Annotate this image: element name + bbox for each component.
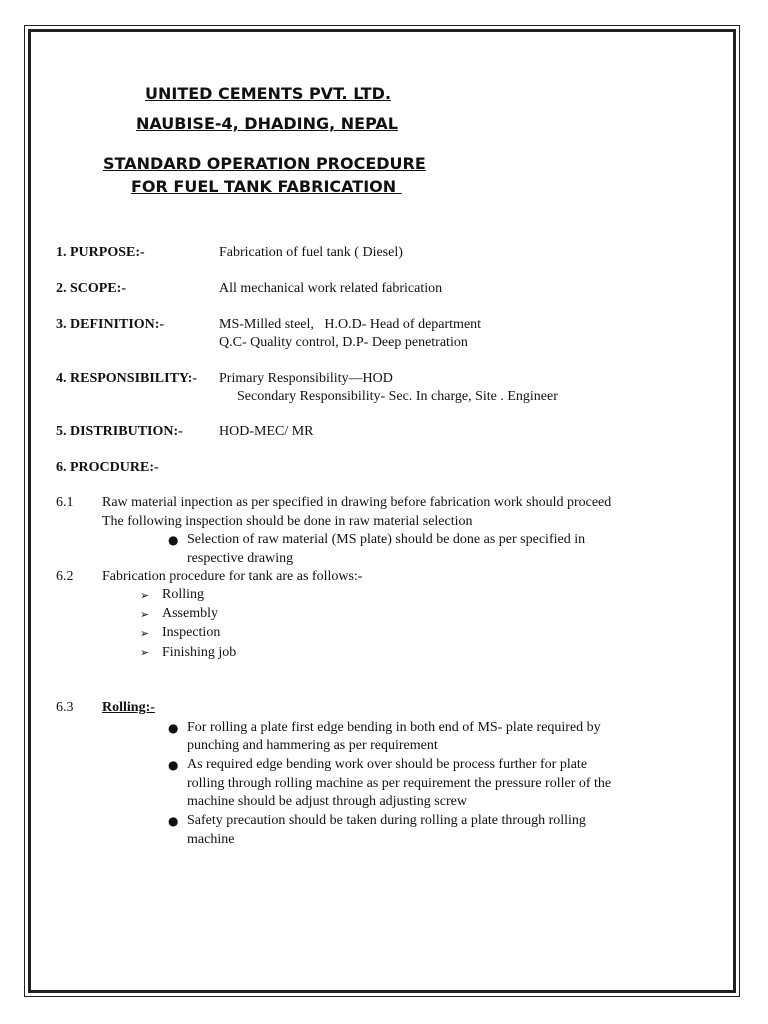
rolling-bullet2-line2: rolling through rolling machine as per requirement the pressure roller of the xyxy=(187,776,612,791)
rolling-bullet3-line1: Safety precaution should be taken during rolling a plate through rolling xyxy=(187,813,586,828)
step-number-6-1: 6.1 xyxy=(56,495,74,510)
distribution-text: HOD-MEC/ MR xyxy=(219,424,314,439)
arrow-bullet-icon: ➢ xyxy=(140,646,150,659)
responsibility-label: 4. RESPONSIBILITY:- xyxy=(56,371,198,386)
page-border-inner xyxy=(28,29,736,993)
arrow-bullet-icon: ➢ xyxy=(140,608,150,621)
document-title-line2: FOR FUEL TANK FABRICATION xyxy=(131,177,402,196)
list-item: Inspection xyxy=(162,625,221,640)
bullet-icon: ● xyxy=(168,758,179,772)
arrow-bullet-icon: ➢ xyxy=(140,627,150,640)
responsibility-line2: Secondary Responsibility- Sec. In charge, Site . Engineer xyxy=(237,389,558,404)
scope-text: All mechanical work related fabrication xyxy=(219,281,443,296)
bullet-icon: ● xyxy=(168,533,179,547)
procedure-label: 6. PROCDURE:- xyxy=(56,460,159,475)
step-number-6-2: 6.2 xyxy=(56,569,74,584)
step-6-2-line1: Fabrication procedure for tank are as follows:- xyxy=(102,569,363,584)
step-6-1-line1: Raw material inpection as per specified in drawing before fabrication work should proceed xyxy=(102,495,612,510)
rolling-heading: Rolling:- xyxy=(102,700,155,715)
rolling-bullet2-line3: machine should be adjust through adjusting screw xyxy=(187,794,467,809)
step-6-1-bullet-line1: Selection of raw material (MS plate) should be done as per specified in xyxy=(187,532,586,547)
definition-line2: Q.C- Quality control, D.P- Deep penetration xyxy=(219,335,468,350)
purpose-text: Fabrication of fuel tank ( Diesel) xyxy=(219,245,403,260)
company-name: UNITED CEMENTS PVT. LTD. xyxy=(145,84,392,103)
step-number-6-3: 6.3 xyxy=(56,700,74,715)
bullet-icon: ● xyxy=(168,814,179,828)
bullet-icon: ● xyxy=(168,721,179,735)
definition-label: 3. DEFINITION:- xyxy=(56,317,165,332)
rolling-bullet1-line1: For rolling a plate first edge bending in both end of MS- plate required by xyxy=(187,720,601,735)
document-title-line1: STANDARD OPERATION PROCEDURE xyxy=(103,154,426,173)
step-6-1-bullet-line2: respective drawing xyxy=(187,551,294,566)
step-6-1-line2: The following inspection should be done in raw material selection xyxy=(102,514,473,529)
definition-line1: MS-Milled steel, H.O.D- Head of department xyxy=(219,317,482,332)
rolling-bullet3-line2: machine xyxy=(187,832,235,847)
rolling-bullet1-line2: punching and hammering as per requirement xyxy=(187,738,438,753)
list-item: Finishing job xyxy=(162,645,237,660)
list-item: Rolling xyxy=(162,587,205,602)
responsibility-line1: Primary Responsibility—HOD xyxy=(219,371,393,386)
arrow-bullet-icon: ➢ xyxy=(140,589,150,602)
distribution-label: 5. DISTRIBUTION:- xyxy=(56,424,183,439)
scope-label: 2. SCOPE:- xyxy=(56,281,126,296)
purpose-label: 1. PURPOSE:- xyxy=(56,245,145,260)
company-address: NAUBISE-4, DHADING, NEPAL xyxy=(136,114,398,133)
list-item: Assembly xyxy=(162,606,218,621)
rolling-bullet2-line1: As required edge bending work over should be process further for plate xyxy=(187,757,588,772)
